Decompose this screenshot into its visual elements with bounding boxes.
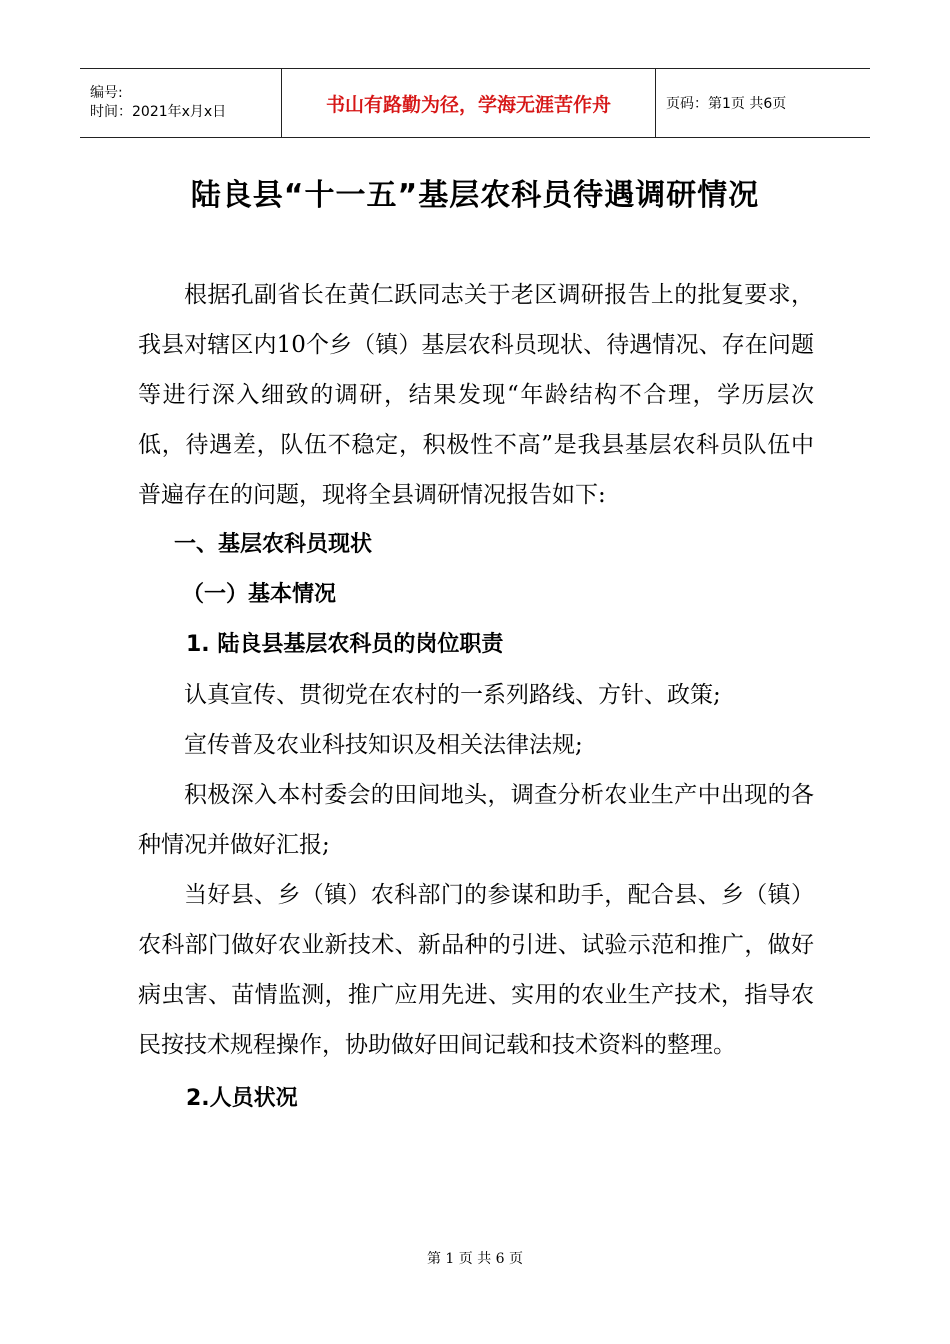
subsection-heading: （一）基本情况: [182, 582, 337, 607]
duty-paragraph: 积极深入本村委会的田间地头，调查分析农业生产中出现的各种情况并做好汇报;: [138, 782, 814, 858]
section-heading: 一、基层农科员现状: [174, 532, 373, 557]
document-body: [138, 270, 814, 1124]
code-label: 编号:: [90, 85, 123, 101]
item-heading: 2.人员状况: [186, 1086, 298, 1111]
document-title: 陆良县“十一五”基层农科员待遇调研情况: [190, 178, 760, 213]
item-heading: 1. 陆良县基层农科员的岗位职责: [186, 632, 504, 657]
page-footer: 第 1 页 共 6 页: [426, 1251, 524, 1267]
intro-paragraph: 根据孔副省长在黄仁跃同志关于老区调研报告上的批复要求，我县对辖区内10个乡（镇）基层农科员现状、待遇情况、存在问题等进行深入细致的调研，结果发现“年龄结构不合理，学历层次低，待遇差，队伍不稳定，积极性不高”是我县基层农科员队伍中普遍存在的问题，现将全县调研情况报告如下:: [138, 282, 814, 508]
duty-paragraph: 认真宣传、贯彻党在农村的一系列路线、方针、政策;: [184, 682, 721, 708]
header-page-info: 页码：第1页 共6页: [666, 96, 787, 112]
header-meta: [80, 69, 282, 137]
time-label: 时间：2021年x月x日: [90, 104, 227, 120]
duty-paragraph: 宣传普及农业科技知识及相关法律法规;: [184, 732, 583, 758]
header-motto: 书山有路勤为径，学海无涯苦作舟: [282, 69, 656, 137]
duty-paragraph: 当好县、乡（镇）农科部门的参谋和助手，配合县、乡（镇）农科部门做好农业新技术、新品种的引进、试验示范和推广，做好病虫害、苗情监测，推广应用先进、实用的农业生产技术，指导农民按技术规程操作，协助做好田间记载和技术资料的整理。: [138, 882, 814, 1058]
page-header: [80, 68, 870, 138]
